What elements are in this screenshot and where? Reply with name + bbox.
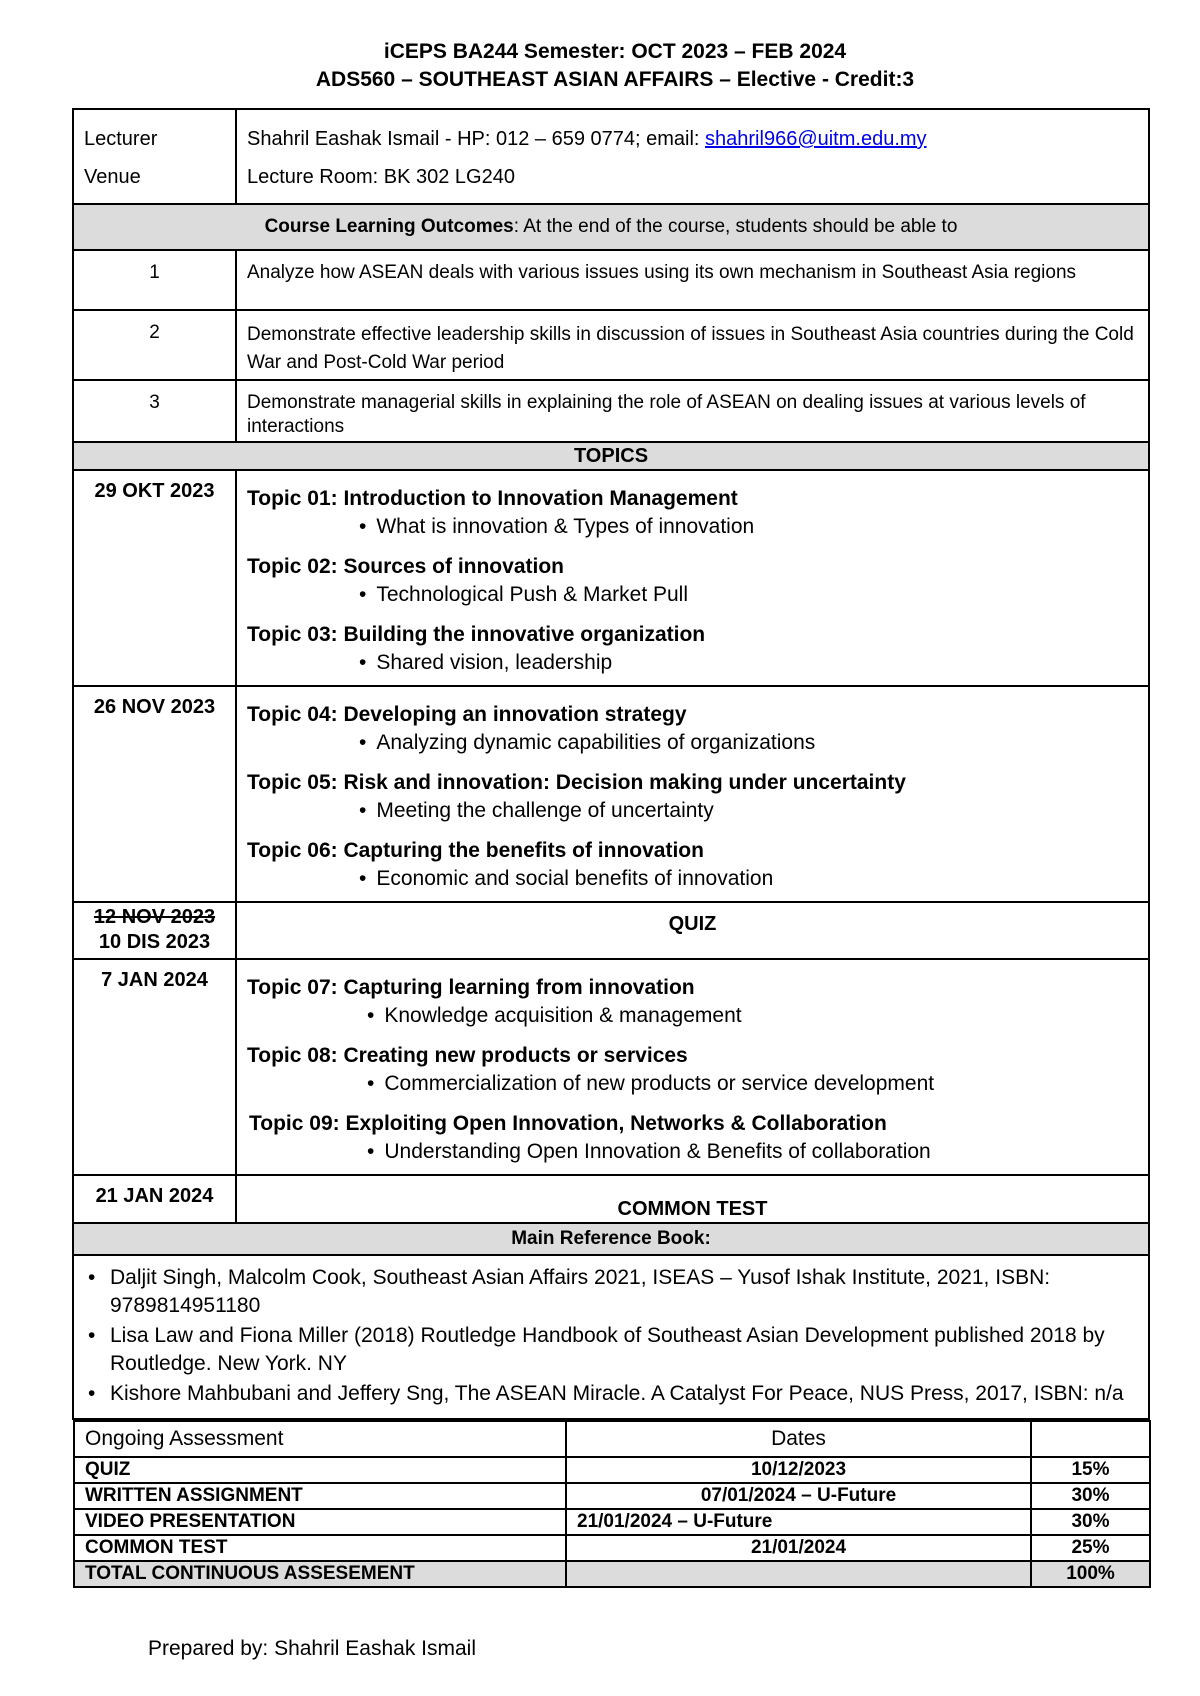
reference-heading-row (73, 1223, 1149, 1255)
topic-title: Topic 03: Building the innovative organization (247, 623, 706, 646)
document-header (0, 38, 1200, 94)
assessment-total-row (74, 1561, 1150, 1587)
assessment-date: 21/01/2024 (566, 1535, 1031, 1561)
topic-block (73, 686, 1149, 902)
clo-text: Demonstrate managerial skills in explaining the role of ASEAN on dealing issues at various levels of interactions (236, 380, 1149, 442)
clo-text: Analyze how ASEAN deals with various issues using its own mechanism in Southeast Asia regions (236, 250, 1149, 310)
header-course: ADS560 – SOUTHEAST ASIAN AFFAIRS – Elective - Credit:3 (315, 68, 915, 91)
clo-row (73, 250, 1149, 310)
quiz-date (73, 902, 236, 959)
email-link[interactable]: shahril966@uitm.edu.my (705, 128, 927, 150)
header-semester: iCEPS BA244 Semester: OCT 2023 – FEB 2024 (383, 40, 847, 63)
topic-bullet: • Meeting the challenge of uncertainty (247, 797, 1138, 825)
topic-bullet: • Technological Push & Market Pull (247, 581, 1138, 609)
clo-number: 3 (73, 380, 236, 442)
topic-title: Topic 02: Sources of innovation (247, 555, 564, 578)
assessment-date: 07/01/2024 – U-Future (566, 1483, 1031, 1509)
assessment-total-weight: 100% (1031, 1561, 1150, 1587)
lecturer-venue-values (236, 109, 1149, 204)
topic-title: Topic 06: Capturing the benefits of innovation (247, 839, 704, 862)
topics-heading-row (73, 442, 1149, 470)
lecturer-contact: Shahril Eashak Ismail - HP: 012 – 659 0774; email: (247, 128, 706, 150)
topic-block (73, 959, 1149, 1175)
clo-heading (73, 204, 1149, 250)
assessment-date: 21/01/2024 – U-Future (566, 1509, 1031, 1535)
clo-row (73, 310, 1149, 380)
assessment-total-date (566, 1561, 1031, 1587)
assessment-name: WRITTEN ASSIGNMENT (74, 1483, 566, 1509)
assessment-header-row (74, 1421, 1150, 1457)
common-test-label: COMMON TEST (236, 1175, 1149, 1223)
lecturer-venue-labels (73, 109, 236, 204)
topic-list (236, 470, 1149, 686)
topic-list (236, 686, 1149, 902)
assessment-table (73, 1420, 1151, 1588)
assessment-date: 10/12/2023 (566, 1457, 1031, 1483)
reference-item: • Kishore Mahbubani and Jeffery Sng, The ASEAN Miracle. A Catalyst For Peace, NUS Press, 2017, ISBN: n/a (84, 1380, 1138, 1408)
topic-title: Topic 05: Risk and innovation: Decision making under uncertainty (247, 771, 906, 794)
topic-title: Topic 07: Capturing learning from innovation (247, 976, 695, 999)
topic-list (236, 959, 1149, 1175)
quiz-date-old: 12 NOV 2023 (93, 906, 216, 928)
assessment-name: VIDEO PRESENTATION (74, 1509, 566, 1535)
assessment-weight: 25% (1031, 1535, 1150, 1561)
topic-title: Topic 09: Exploiting Open Innovation, Networks & Collaboration (249, 1112, 887, 1135)
assessment-col-weight (1031, 1421, 1150, 1457)
clo-number: 2 (73, 310, 236, 380)
venue-label: Venue (84, 166, 141, 188)
assessment-row (74, 1483, 1150, 1509)
clo-heading-bold: Course Learning Outcomes (264, 216, 514, 237)
topic-date: 29 OKT 2023 (73, 470, 236, 686)
assessment-weight: 30% (1031, 1483, 1150, 1509)
assessment-total-name: TOTAL CONTINUOUS ASSESEMENT (74, 1561, 566, 1587)
topic-title: Topic 01: Introduction to Innovation Management (247, 487, 738, 510)
topic-block (73, 470, 1149, 686)
topics-heading: TOPICS (73, 442, 1149, 470)
topic-date: 26 NOV 2023 (73, 686, 236, 902)
topic-bullet: • Shared vision, leadership (247, 649, 1138, 677)
quiz-row (73, 902, 1149, 959)
course-plan-table (72, 108, 1150, 1588)
prepared-by: Prepared by: Shahril Eashak Ismail (148, 1637, 476, 1660)
reference-heading: Main Reference Book: (73, 1223, 1149, 1255)
topic-title: Topic 08: Creating new products or services (247, 1044, 688, 1067)
assessment-wrapper-row (73, 1419, 1149, 1588)
clo-text: Demonstrate effective leadership skills in discussion of issues in Southeast Asia countries during the Cold War and Post-Cold War period (236, 310, 1149, 380)
quiz-date-new: 10 DIS 2023 (98, 931, 211, 953)
lecturer-label: Lecturer (84, 128, 158, 150)
topic-bullet: • Understanding Open Innovation & Benefits of collaboration (247, 1138, 1138, 1166)
topic-bullet: • What is innovation & Types of innovation (247, 513, 1138, 541)
common-test-row (73, 1175, 1149, 1223)
topic-title: Topic 04: Developing an innovation strategy (247, 703, 687, 726)
assessment-col-dates: Dates (566, 1421, 1031, 1457)
clo-row (73, 380, 1149, 442)
topic-bullet: • Commercialization of new products or service development (247, 1070, 1138, 1098)
assessment-col-name: Ongoing Assessment (74, 1421, 566, 1457)
clo-heading-row (73, 204, 1149, 250)
common-test-date: 21 JAN 2024 (73, 1175, 236, 1223)
assessment-row (74, 1535, 1150, 1561)
reference-item: • Lisa Law and Fiona Miller (2018) Routledge Handbook of Southeast Asian Development published 2018 by Routledge. New York. NY (84, 1322, 1138, 1378)
quiz-label: QUIZ (236, 902, 1149, 959)
clo-number: 1 (73, 250, 236, 310)
assessment-name: COMMON TEST (74, 1535, 566, 1561)
reference-list-row (73, 1255, 1149, 1419)
venue-value: Lecture Room: BK 302 LG240 (247, 166, 515, 188)
assessment-weight: 30% (1031, 1509, 1150, 1535)
reference-list (73, 1255, 1149, 1419)
assessment-name: QUIZ (74, 1457, 566, 1483)
assessment-row (74, 1509, 1150, 1535)
topic-bullet: • Analyzing dynamic capabilities of organizations (247, 729, 1138, 757)
reference-item: • Daljit Singh, Malcolm Cook, Southeast Asian Affairs 2021, ISEAS – Yusof Ishak Institute, 2021, ISBN: 9789814951180 (84, 1264, 1138, 1320)
topic-bullet: • Economic and social benefits of innovation (247, 865, 1138, 893)
topic-bullet: • Knowledge acquisition & management (247, 1002, 1138, 1030)
assessment-weight: 15% (1031, 1457, 1150, 1483)
clo-heading-rest: : At the end of the course, students should be able to (513, 216, 958, 237)
lecturer-value (247, 120, 1138, 158)
assessment-wrapper (73, 1419, 1149, 1588)
lecturer-venue-row (73, 109, 1149, 204)
topic-date: 7 JAN 2024 (73, 959, 236, 1175)
assessment-row (74, 1457, 1150, 1483)
